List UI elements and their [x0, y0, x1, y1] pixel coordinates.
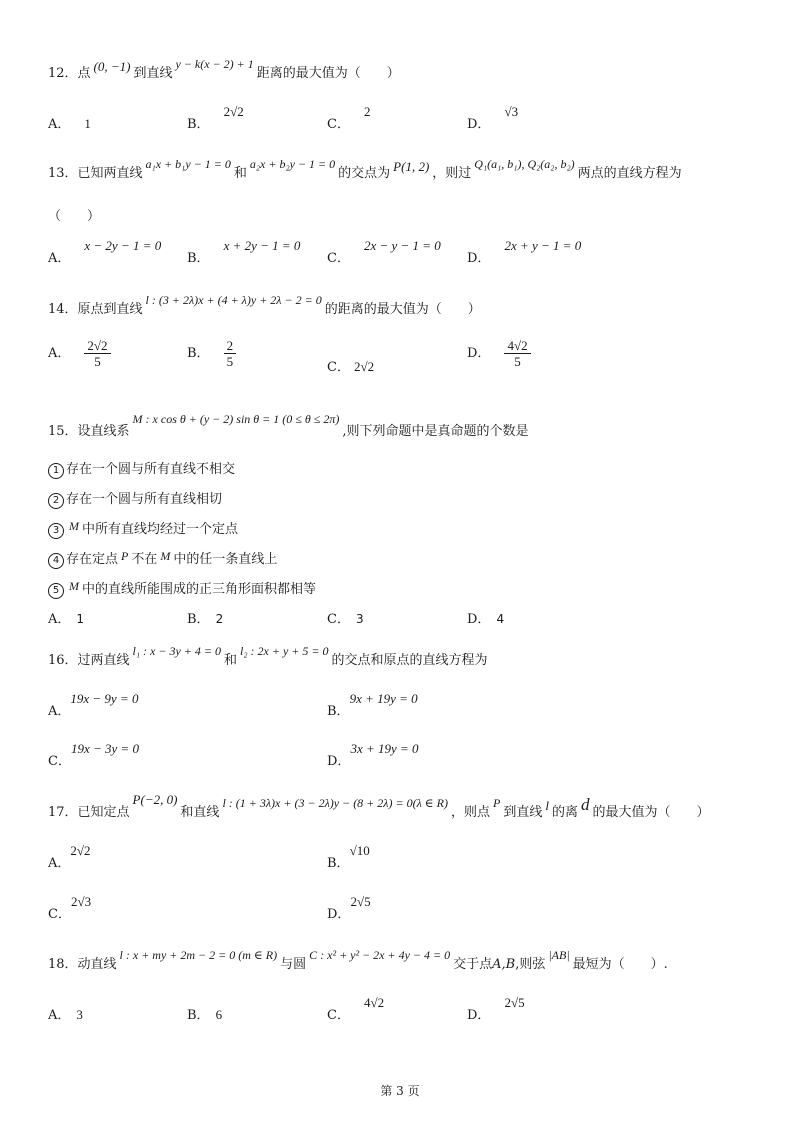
- q17-text: 的离: [551, 805, 578, 820]
- q17-d: d: [581, 795, 590, 814]
- q13-text: 的交点为: [338, 166, 391, 181]
- q13-text: ，则过: [432, 166, 472, 181]
- q14-option-b: B． $\frac{2}{5}$: [187, 338, 236, 369]
- q18-text: 18．动直线: [48, 957, 117, 972]
- q15-system: M : x cos θ + (y − 2) sin θ = 1 (0 ≤ θ ≤ 2π): [132, 412, 340, 426]
- q13-points: Q₁(a₁, b₁), Q₂(a₂, b₂): [474, 157, 575, 171]
- q18-circle: C : x² + y² − 2x + 4y − 4 = 0: [309, 948, 451, 962]
- q15-text: 15．设直线系: [48, 424, 130, 439]
- q17-option-d: D．2√5: [327, 894, 371, 922]
- q12-option-c: C．2: [327, 104, 371, 132]
- q17-text: 和直线: [180, 805, 220, 820]
- question-14: [48, 293, 770, 317]
- question-17: [48, 792, 770, 821]
- q17-line: l : (1 + 3λ)x + (3 − 2λ)y − (8 + 2λ) = 0(λ ∈ R): [222, 796, 448, 810]
- q16-option-b: B．9x + 19y = 0: [327, 691, 418, 719]
- q17-point: P(−2, 0): [132, 792, 178, 807]
- q17-text: 到直线: [503, 805, 543, 820]
- q18-text: ,则弦: [515, 957, 546, 972]
- q18-text: 交于点: [453, 957, 493, 972]
- q15-option-c: C． 3: [327, 612, 364, 627]
- q12-option-d: D．√3: [467, 104, 519, 132]
- q18-option-c: C．4√2: [327, 995, 385, 1023]
- q17-option-a: A．2√2: [48, 843, 91, 871]
- q15-option-d: D． 4: [467, 612, 505, 627]
- q14-option-a: A． $\frac{2√2}{5}$: [48, 338, 111, 369]
- q12-option-b: B．2√2: [187, 104, 244, 132]
- q16-text: 的交点和原点的直线方程为: [331, 653, 488, 668]
- q15-item-3: 3 M 中所有直线均经过一个定点: [48, 518, 238, 539]
- question-18: [48, 948, 770, 972]
- question-12: [48, 57, 770, 81]
- q12-point: (0, −1): [93, 59, 131, 74]
- q18-option-b: B． 6: [187, 1007, 223, 1023]
- q13-paren: （ ）: [48, 209, 101, 224]
- q12-option-a: A． 1: [48, 116, 91, 132]
- q18-option-d: D．2√5: [467, 995, 525, 1023]
- q13-text: 两点的直线方程为: [577, 166, 682, 181]
- q17-text: ，则点: [450, 805, 490, 820]
- q12-text: 12．点: [48, 66, 91, 81]
- q12-line: y − k(x − 2) + 1: [175, 57, 254, 71]
- q14-text: 14．原点到直线: [48, 302, 143, 317]
- q15-item-1: 1 存在一个圆与所有直线不相交: [48, 458, 235, 479]
- q15-item-5: 5 M 中的直线所能围成的正三角形面积都相等: [48, 578, 316, 599]
- q15-item-2: 2 存在一个圆与所有直线相切: [48, 488, 222, 509]
- q13-line2: a₂x + b₂y − 1 = 0: [249, 157, 336, 171]
- q17-text: 17．已知定点: [48, 805, 130, 820]
- q18-text: 与圆: [280, 957, 307, 972]
- page-footer: 第 3 页: [380, 1084, 420, 1098]
- q13-text: 和: [233, 166, 247, 181]
- q15-option-b: B． 2: [187, 612, 224, 627]
- question-15: [48, 412, 770, 439]
- q17-text: 的最大值为（ ）: [592, 805, 710, 820]
- q12-text: 距离的最大值为（ ）: [256, 66, 400, 81]
- q16-text: 和: [224, 653, 238, 668]
- q16-line1: l₁ : x − 3y + 4 = 0: [132, 644, 221, 658]
- q16-text: 16．过两直线: [48, 653, 130, 668]
- question-16: [48, 644, 770, 668]
- q17-P: P: [493, 796, 501, 810]
- q13-option-b: B．x + 2y − 1 = 0: [187, 238, 301, 266]
- q16-line2: l₂ : 2x + y + 5 = 0: [240, 644, 329, 658]
- question-13: [48, 157, 770, 181]
- q16-option-d: D．3x + 19y = 0: [327, 741, 419, 769]
- q16-option-a: A．19x − 9y = 0: [48, 691, 139, 719]
- q13-point: P(1, 2): [393, 159, 430, 174]
- q14-text: 的距离的最大值为（ ）: [324, 302, 481, 317]
- q18-option-a: A． 3: [48, 1007, 83, 1023]
- q12-text: 到直线: [133, 66, 173, 81]
- q13-option-a: A．x − 2y − 1 = 0: [48, 238, 162, 266]
- q14-option-d: D． $\frac{4√2}{5}$: [467, 338, 531, 369]
- q13-option-d: D．2x + y − 1 = 0: [467, 238, 582, 266]
- q16-option-c: C．19x − 3y = 0: [48, 741, 140, 769]
- q14-option-c: C． 2√2: [327, 359, 375, 375]
- q14-line: l : (3 + 2λ)x + (4 + λ)y + 2λ − 2 = 0: [145, 293, 322, 307]
- q15-text: ,则下列命题中是真命题的个数是: [342, 424, 529, 439]
- q18-line: l : x + my + 2m − 2 = 0 (m ∈ R): [119, 948, 278, 962]
- q13-line1: a₁x + b₁y − 1 = 0: [145, 157, 231, 171]
- q17-option-c: C．2√3: [48, 894, 92, 922]
- q15-item-4: 4 存在定点 P 不在 M 中的任一条直线上: [48, 548, 277, 569]
- q17-l: l: [545, 798, 549, 813]
- q13-option-c: C．2x − y − 1 = 0: [327, 238, 441, 266]
- q18-text: 最短为（ ）.: [572, 957, 668, 972]
- q18-AB: A,B: [492, 957, 516, 972]
- q18-chord: |AB|: [548, 948, 570, 962]
- q15-option-a: A． 1: [48, 612, 85, 627]
- q13-text: 13．已知两直线: [48, 166, 143, 181]
- q17-option-b: B．√10: [327, 843, 370, 871]
